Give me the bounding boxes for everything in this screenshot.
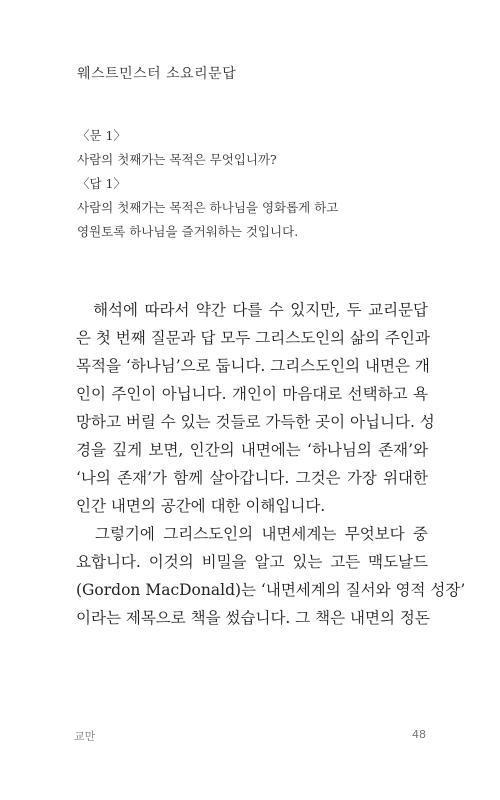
body-line: 인간 내면의 공간에 대한 이해입니다.: [76, 497, 326, 515]
section-title: 웨스트민스터 소요리문답: [77, 66, 237, 82]
body-line: (Gordon MacDonald)는 ‘내면세계의 질서와 영적 성장’: [76, 581, 466, 599]
body-line: 이라는 제목으로 책을 썼습니다. 그 책은 내면의 정돈: [76, 609, 430, 627]
body-line: 요합니다. 이것의 비밀을 알고 있는 고든 맥도날드: [76, 553, 428, 571]
body-line: 경을 깊게 보면, 인간의 내면에는 ‘하나님의 존재’와: [76, 441, 428, 459]
body-line: 해석에 따라서 약간 다를 수 있지만, 두 교리문답: [76, 301, 428, 319]
body-line: 그렇기에 그리스도인의 내면세계는 무엇보다 중: [76, 525, 428, 543]
footer-book-title: 교만: [74, 730, 96, 743]
body-line: 은 첫 번째 질문과 답 모두 그리스도인의 삶의 주인과: [76, 329, 430, 347]
question-label: 〈문 1〉: [77, 128, 127, 143]
answer-text-line-1: 사람의 첫째가는 목적은 하나님을 영화롭게 하고: [77, 200, 339, 215]
answer-text-line-2: 영원토록 하나님을 즐거워하는 것입니다.: [77, 224, 299, 239]
page-number: 48: [412, 728, 426, 741]
question-text: 사람의 첫째가는 목적은 무엇입니까?: [77, 152, 277, 167]
body-line: 망하고 버릴 수 있는 것들로 가득한 곳이 아닙니다. 성: [76, 413, 435, 431]
catechism-block: [77, 124, 437, 244]
answer-label: 〈답 1〉: [77, 176, 127, 191]
body-line: ‘나의 존재’가 함께 살아갑니다. 그것은 가장 위대한: [76, 469, 428, 487]
body-line: 인이 주인이 아닙니다. 개인이 마음대로 선택하고 욕: [76, 385, 428, 403]
body-paragraphs: [76, 296, 466, 632]
body-line: 목적을 ‘하나님’으로 둡니다. 그리스도인의 내면은 개: [76, 357, 430, 375]
